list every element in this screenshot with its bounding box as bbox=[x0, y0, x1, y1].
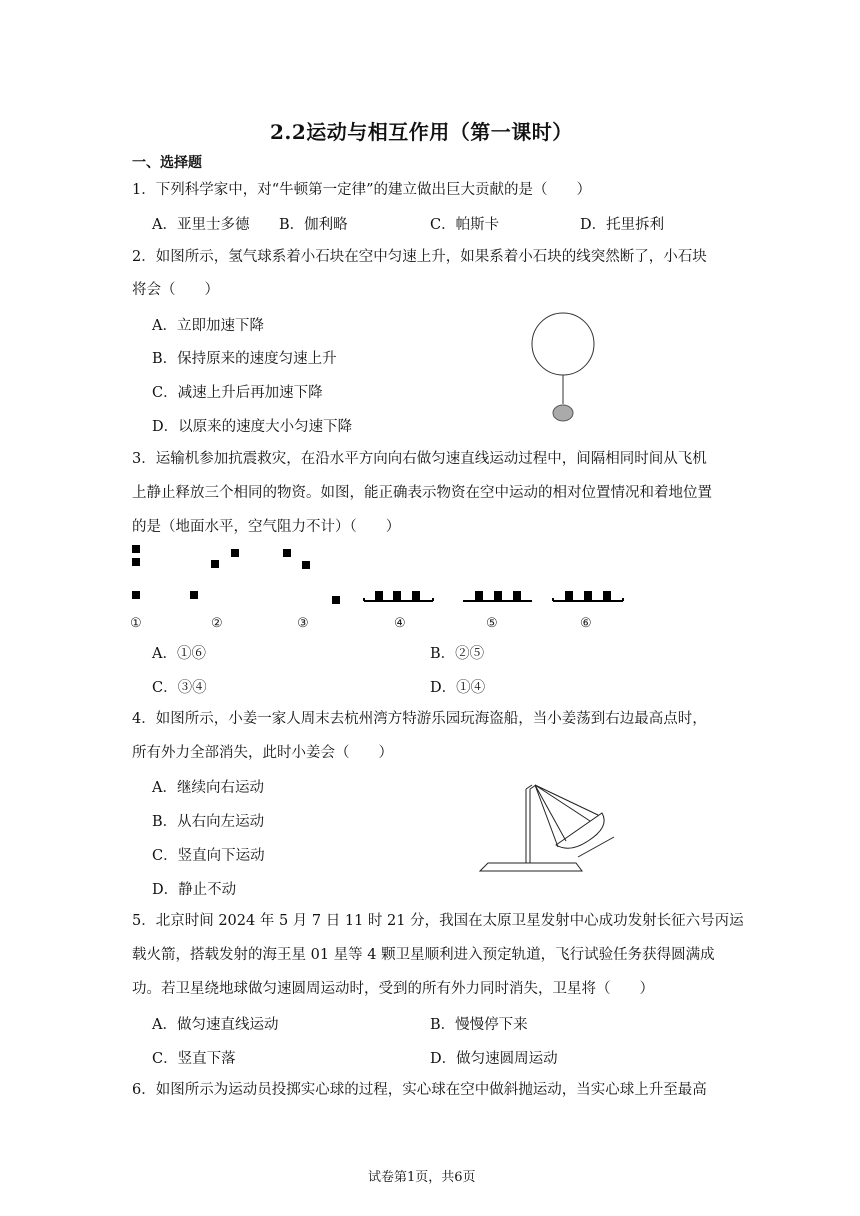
box bbox=[513, 591, 521, 600]
page-title: 2.2运动与相互作用（第一课时） bbox=[270, 120, 573, 144]
figure-label-4: ④ bbox=[394, 616, 406, 631]
q5-option-d: D．做匀速圆周运动 bbox=[430, 1051, 558, 1067]
box bbox=[332, 596, 340, 604]
box bbox=[211, 560, 219, 568]
q2-option-b: B．保持原来的速度匀速上升 bbox=[152, 351, 337, 367]
box bbox=[302, 561, 310, 569]
q1-option-b: B．伽利略 bbox=[279, 217, 348, 233]
q2-option-d: D．以原来的速度大小匀速下降 bbox=[152, 419, 353, 435]
q5-option-c: C．竖直下落 bbox=[152, 1051, 236, 1067]
box bbox=[283, 549, 291, 557]
question-5-stem-line2: 载火箭，搭载发射的海王星 01 星等 4 颗卫星顺利进入预定轨道，飞行试验任务获得圆满成 bbox=[132, 947, 715, 963]
figure-label-6: ⑥ bbox=[580, 616, 592, 631]
figure-label-2: ② bbox=[211, 616, 223, 631]
box bbox=[584, 591, 592, 600]
question-3-stem-line1: 3．运输机参加抗震救灾，在沿水平方向向右做匀速直线运动过程中，间隔相同时间从飞机 bbox=[132, 451, 707, 467]
question-4-stem-line1: 4．如图所示，小姜一家人周末去杭州湾方特游乐园玩海盗船，当小姜荡到右边最高点时， bbox=[132, 711, 707, 727]
box bbox=[375, 591, 383, 600]
q1-option-c: C．帕斯卡 bbox=[430, 217, 500, 233]
box bbox=[494, 591, 502, 600]
box bbox=[412, 591, 420, 600]
q3-option-a: A．①⑥ bbox=[152, 646, 206, 662]
box bbox=[475, 591, 483, 600]
q1-option-d: D．托里拆利 bbox=[580, 217, 665, 233]
q3-option-b: B．②⑤ bbox=[430, 646, 485, 662]
box bbox=[231, 549, 239, 557]
question-3-stem-line2: 上静止释放三个相同的物资。如图，能正确表示物资在空中运动的相对位置情况和着地位置 bbox=[132, 485, 712, 501]
stone bbox=[553, 405, 573, 421]
box bbox=[190, 591, 198, 599]
q3-option-d: D．①④ bbox=[430, 680, 486, 696]
q4-option-b: B．从右向左运动 bbox=[152, 814, 265, 830]
supply-drop-figure bbox=[125, 540, 645, 610]
q3-option-c: C．③④ bbox=[152, 680, 207, 696]
q5-option-b: B．慢慢停下来 bbox=[430, 1017, 528, 1033]
q1-option-a: A．亚里士多德 bbox=[152, 217, 250, 233]
pirate-ship-figure bbox=[478, 775, 628, 875]
q2-option-a: A．立即加速下降 bbox=[152, 318, 264, 334]
balloon-figure bbox=[520, 308, 620, 428]
base bbox=[480, 863, 582, 871]
q4-option-d: D．静止不动 bbox=[152, 882, 237, 898]
boat bbox=[556, 813, 604, 848]
question-4-stem-line2: 所有外力全部消失，此时小姜会（ ） bbox=[132, 745, 393, 761]
box bbox=[393, 591, 401, 600]
q4-option-a: A．继续向右运动 bbox=[152, 780, 264, 796]
question-5-stem-line3: 功。若卫星绕地球做匀速圆周运动时，受到的所有外力同时消失，卫星将（ ） bbox=[132, 981, 654, 997]
box bbox=[603, 591, 611, 600]
figure-label-3: ③ bbox=[297, 616, 309, 631]
box bbox=[132, 591, 140, 599]
box bbox=[565, 591, 573, 600]
section-heading: 一、选择题 bbox=[132, 155, 202, 171]
figure-label-5: ⑤ bbox=[486, 616, 498, 631]
box bbox=[132, 558, 140, 566]
q2-option-c: C．减速上升后再加速下降 bbox=[152, 385, 323, 401]
balloon bbox=[532, 313, 594, 375]
question-2-stem-line2: 将会（ ） bbox=[132, 282, 219, 298]
question-5-stem-line1: 5．北京时间 2024 年 5 月 7 日 11 时 21 分，我国在太原卫星发射中心成功发射长征六号丙运 bbox=[132, 913, 744, 929]
q5-option-a: A．做匀速直线运动 bbox=[152, 1017, 279, 1033]
question-6-stem-line1: 6．如图所示为运动员投掷实心球的过程，实心球在空中做斜抛运动，当实心球上升至最高 bbox=[132, 1082, 707, 1098]
box bbox=[132, 545, 140, 553]
question-1-stem: 1．下列科学家中，对“牛顿第一定律”的建立做出巨大贡献的是（ ） bbox=[132, 182, 592, 198]
question-3-stem-line3: 的是（地面水平，空气阻力不计）（ ） bbox=[132, 519, 401, 535]
question-2-stem-line1: 2．如图所示，氢气球系着小石块在空中匀速上升，如果系着小石块的线突然断了，小石块 bbox=[132, 249, 707, 265]
page-footer: 试卷第1页，共6页 bbox=[368, 1170, 476, 1185]
q4-option-c: C．竖直向下运动 bbox=[152, 848, 265, 864]
figure-label-1: ① bbox=[130, 616, 142, 631]
